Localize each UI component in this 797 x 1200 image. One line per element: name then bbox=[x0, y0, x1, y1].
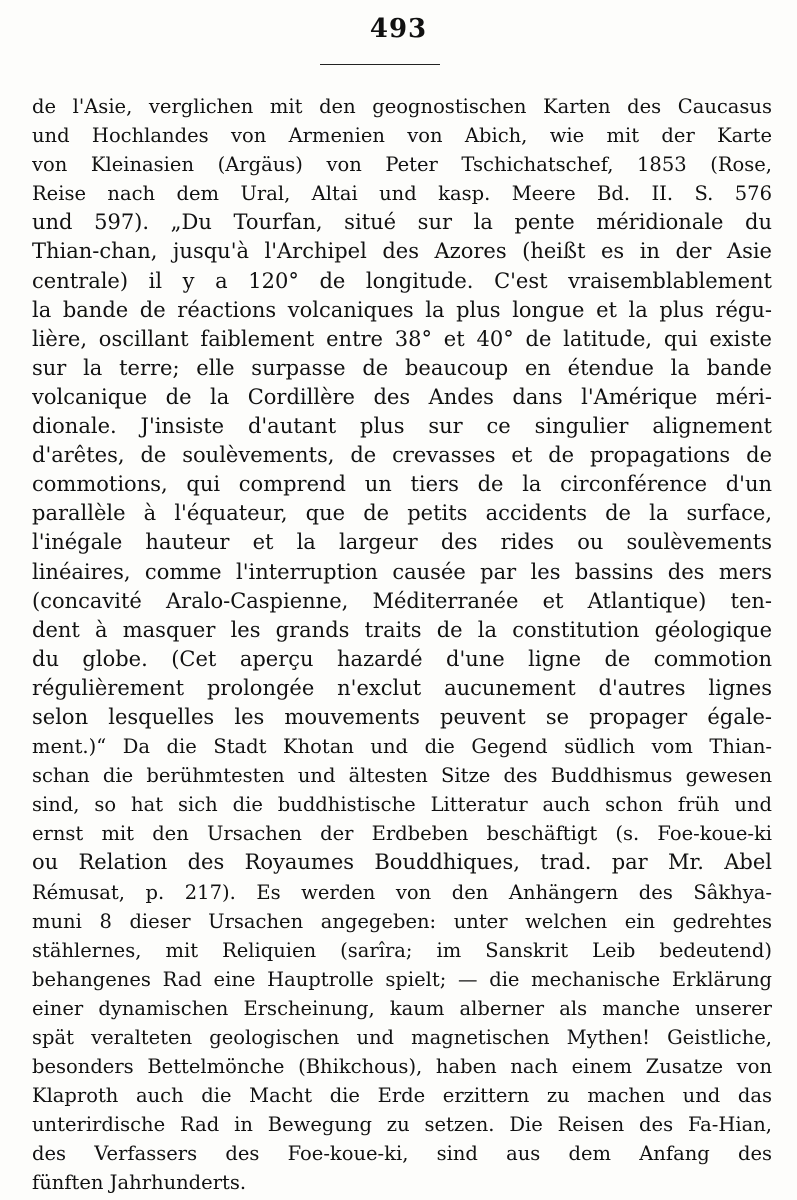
text-line: parallèle à l'équateur, que de petits accidents de la surface, bbox=[32, 501, 772, 526]
text-line: Klaproth auch die Macht die Erde erzittern zu machen und das bbox=[32, 1084, 772, 1108]
text-line: volcanique de la Cordillère des Andes dans l'Amérique méri- bbox=[32, 384, 772, 409]
text-line: commotions, qui comprend un tiers de la circonférence d'un bbox=[32, 472, 772, 497]
text-line: Thian-chan, jusqu'à l'Archipel des Azores (heißt es in der Asie bbox=[32, 239, 772, 264]
text-line: einer dynamischen Erscheinung, kaum alberner als manche unserer bbox=[32, 996, 772, 1020]
text-line: la bande de réactions volcaniques la plus longue et la plus régu- bbox=[32, 297, 772, 322]
text-line: dionale. J'insiste d'autant plus sur ce singulier alignement bbox=[32, 414, 772, 439]
text-line: fünften Jahrhunderts. bbox=[32, 1171, 247, 1195]
text-line: (concavité Aralo-Caspienne, Méditerranée et Atlantique) ten- bbox=[32, 588, 772, 613]
text-line: centrale) il y a 120° de longitude. C'est vraisemblablement bbox=[32, 268, 772, 293]
text-line: l'inégale hauteur et la largeur des rides ou soulèvements bbox=[32, 530, 772, 555]
text-line: d'arêtes, de soulèvements, de crevasses et de propagations de bbox=[32, 443, 772, 468]
text-line: ernst mit den Ursachen der Erdbeben beschäftigt (s. Foe-koue-ki bbox=[32, 822, 772, 846]
text-line: du globe. (Cet aperçu hazardé d'une ligne de commotion bbox=[32, 646, 772, 671]
page-number: 493 bbox=[369, 14, 428, 44]
text-line: selon lesquelles les mouvements peuvent se propager égale- bbox=[32, 704, 772, 729]
text-line: und 597). „Du Tourfan, situé sur la pente méridionale du bbox=[32, 210, 772, 235]
text-line: von Kleinasien (Argäus) von Peter Tschichatschef, 1853 (Rose, bbox=[32, 153, 772, 177]
text-line: ou Relation des Royaumes Bouddhiques, trad. par Mr. Abel bbox=[32, 850, 772, 875]
text-line: sind, so hat sich die buddhistische Litteratur auch schon früh und bbox=[32, 793, 772, 817]
text-line: Rémusat, p. 217). Es werden von den Anhängern des Sâkhya- bbox=[32, 880, 772, 904]
text-line: spät veralteten geologischen und magnetischen Mythen! Geistliche, bbox=[32, 1026, 772, 1049]
text-line: linéaires, comme l'interruption causée par les bassins des mers bbox=[32, 559, 772, 584]
body-text bbox=[32, 92, 772, 1198]
text-line: dent à masquer les grands traits de la constitution géologique bbox=[32, 617, 772, 642]
text-line: stählernes, mit Reliquien (sarîra; im Sanskrit Leib bedeutend) bbox=[32, 938, 772, 962]
text-line: muni 8 dieser Ursachen angegeben: unter welchen ein gedrehtes bbox=[32, 909, 772, 933]
text-line: ment.)“ Da die Stadt Khotan und die Gegend südlich vom Thian- bbox=[32, 735, 772, 759]
text-line: unterirdische Rad in Bewegung zu setzen. Die Reisen des Fa-Hian, bbox=[32, 1113, 772, 1137]
text-line: und Hochlandes von Armenien von Abich, wie mit der Karte bbox=[32, 124, 772, 148]
text-line: sur la terre; elle surpasse de beaucoup en étendue la bande bbox=[32, 355, 772, 380]
text-line: régulièrement prolongée n'exclut aucunement d'autres lignes bbox=[32, 675, 772, 700]
text-line: des Verfassers des Foe-koue-ki, sind aus dem Anfang des bbox=[32, 1142, 772, 1166]
text-line: schan die berühmtesten und ältesten Sitze des Buddhismus gewesen bbox=[32, 764, 772, 788]
text-line: de l'Asie, verglichen mit den geognostischen Karten des Caucasus bbox=[32, 95, 772, 118]
text-line: behangenes Rad eine Hauptrolle spielt; — die mechanische Erklärung bbox=[32, 967, 772, 991]
text-line: besonders Bettelmönche (Bhikchous), haben nach einem Zusatze von bbox=[32, 1055, 772, 1079]
header-rule bbox=[320, 64, 440, 65]
text-line: Reise nach dem Ural, Altai und kasp. Meere Bd. II. S. 576 bbox=[32, 182, 772, 206]
text-line: lière, oscillant faiblement entre 38° et 40° de latitude, qui existe bbox=[32, 326, 772, 351]
